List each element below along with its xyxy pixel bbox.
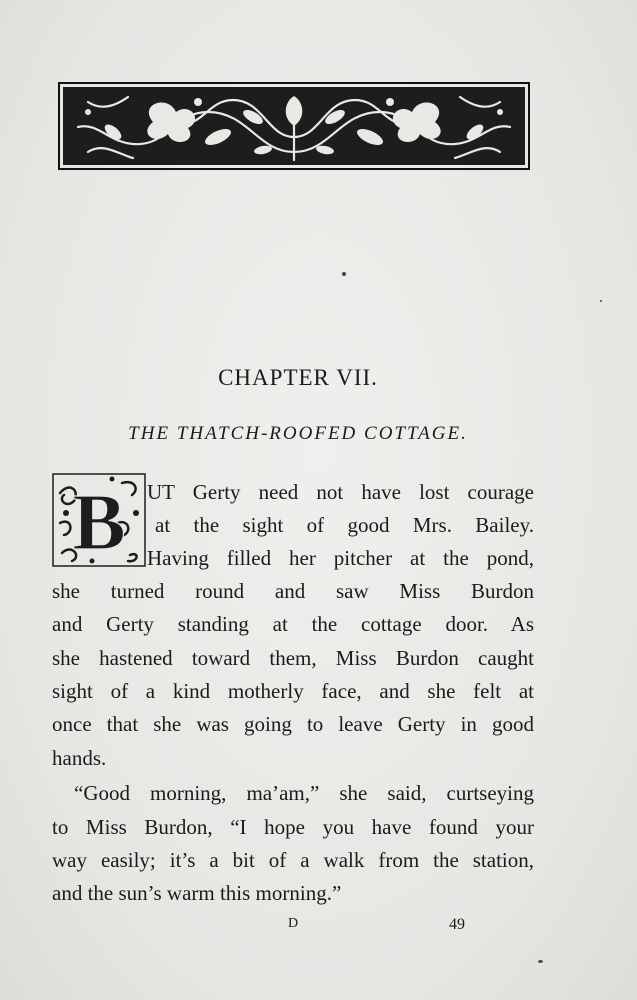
- chapter-title: THE THATCH-ROOFED COTTAGE.: [128, 423, 468, 444]
- page-number: 49: [449, 916, 465, 933]
- signature-mark: D: [288, 916, 299, 931]
- text-line: sight of a kind motherly face, and she felt at: [52, 679, 534, 703]
- paper-speck: [538, 960, 543, 963]
- text-line: once that she was going to leave Gerty in good: [52, 712, 534, 736]
- text-line: and the sun’s warm this morning.”: [52, 881, 342, 905]
- text-line: at the sight of good Mrs. Bailey.: [155, 513, 534, 537]
- text-line: Having filled her pitcher at the pond,: [147, 546, 534, 570]
- text-line: she turned round and saw Miss Burdon: [52, 579, 534, 603]
- paper-speck: [342, 272, 346, 276]
- drop-cap-letter: B: [72, 479, 126, 567]
- text-line: hands.: [52, 746, 107, 770]
- text-line: she hastened toward them, Miss Burdon caught: [52, 646, 534, 670]
- drop-cap-ornament: [52, 473, 146, 567]
- text-line: UT Gerty need not have lost courage: [147, 480, 534, 504]
- chapter-heading: CHAPTER VII.: [218, 365, 378, 390]
- text-line: “Good morning, ma’am,” she said, curtseying: [74, 781, 534, 805]
- text-line: way easily; it’s a bit of a walk from the station,: [52, 848, 534, 872]
- floral-headpiece-ornament: [58, 82, 530, 170]
- paper-speck: [600, 300, 602, 302]
- text-line: to Miss Burdon, “I hope you have found your: [52, 815, 534, 839]
- text-line: and Gerty standing at the cottage door. As: [52, 612, 534, 636]
